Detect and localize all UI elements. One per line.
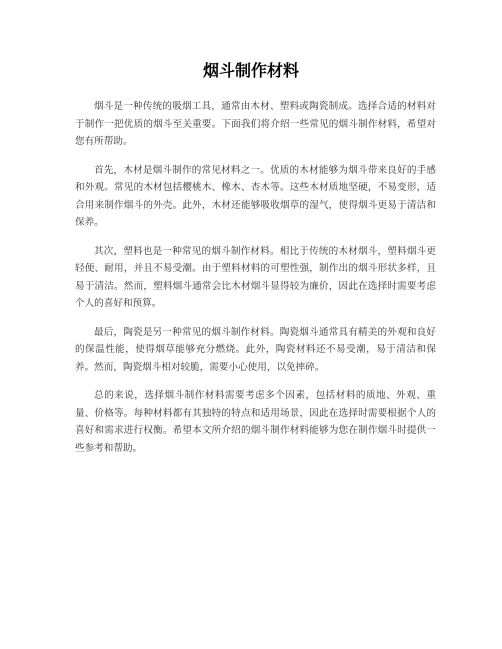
paragraph-ceramic: 最后，陶瓷是另一种常见的烟斗制作材料。陶瓷烟斗通常具有精美的外观和良好的保温性能，使得烟草能够充分燃烧。此外，陶瓷材料还不易受潮，易于清洁和保养。然而，陶瓷烟斗相对较脆，需要小心使用，以免摔碎。 [75, 326, 436, 373]
paragraph-intro: 烟斗是一种传统的吸烟工具，通常由木材、塑料或陶瓷制成。选择合适的材料对于制作一把优质的烟斗至关重要。下面我们将介绍一些常见的烟斗制作材料，希望对您有所帮助。 [75, 101, 436, 147]
paragraph-plastic: 其次，塑料也是一种常见的烟斗制作材料。相比于传统的木材烟斗，塑料烟斗更轻便、耐用，并且不易受潮。由于塑料材料的可塑性强，制作出的烟斗形状多样，且易于清洁。然而，塑料烟斗通常会比木材烟斗显得较为廉价，因此在选择时需要考虑个人的喜好和预算。 [75, 245, 436, 309]
document-body [75, 98, 436, 457]
page-title: 烟斗制作材料 [202, 61, 299, 80]
paragraph-wood: 首先，木材是烟斗制作的常见材料之一。优质的木材能够为烟斗带来良好的手感和外观。常见的木材包括樱桃木、橡木、杏木等。这些木材质地坚硬，不易变形，适合用来制作烟斗的外壳。此外，木材还能够吸收烟草的湿气，使得烟斗更易于清洁和保养。 [75, 164, 436, 228]
paragraph-summary: 总的来说，选择烟斗制作材料需要考虑多个因素，包括材料的质地、外观、重量、价格等。每种材料都有其独特的特点和适用场景，因此在选择时需要根据个人的喜好和需求进行权衡。希望本文所介绍的烟斗制作材料能够为您在制作烟斗时提供一些参考和帮助。 [75, 390, 436, 454]
